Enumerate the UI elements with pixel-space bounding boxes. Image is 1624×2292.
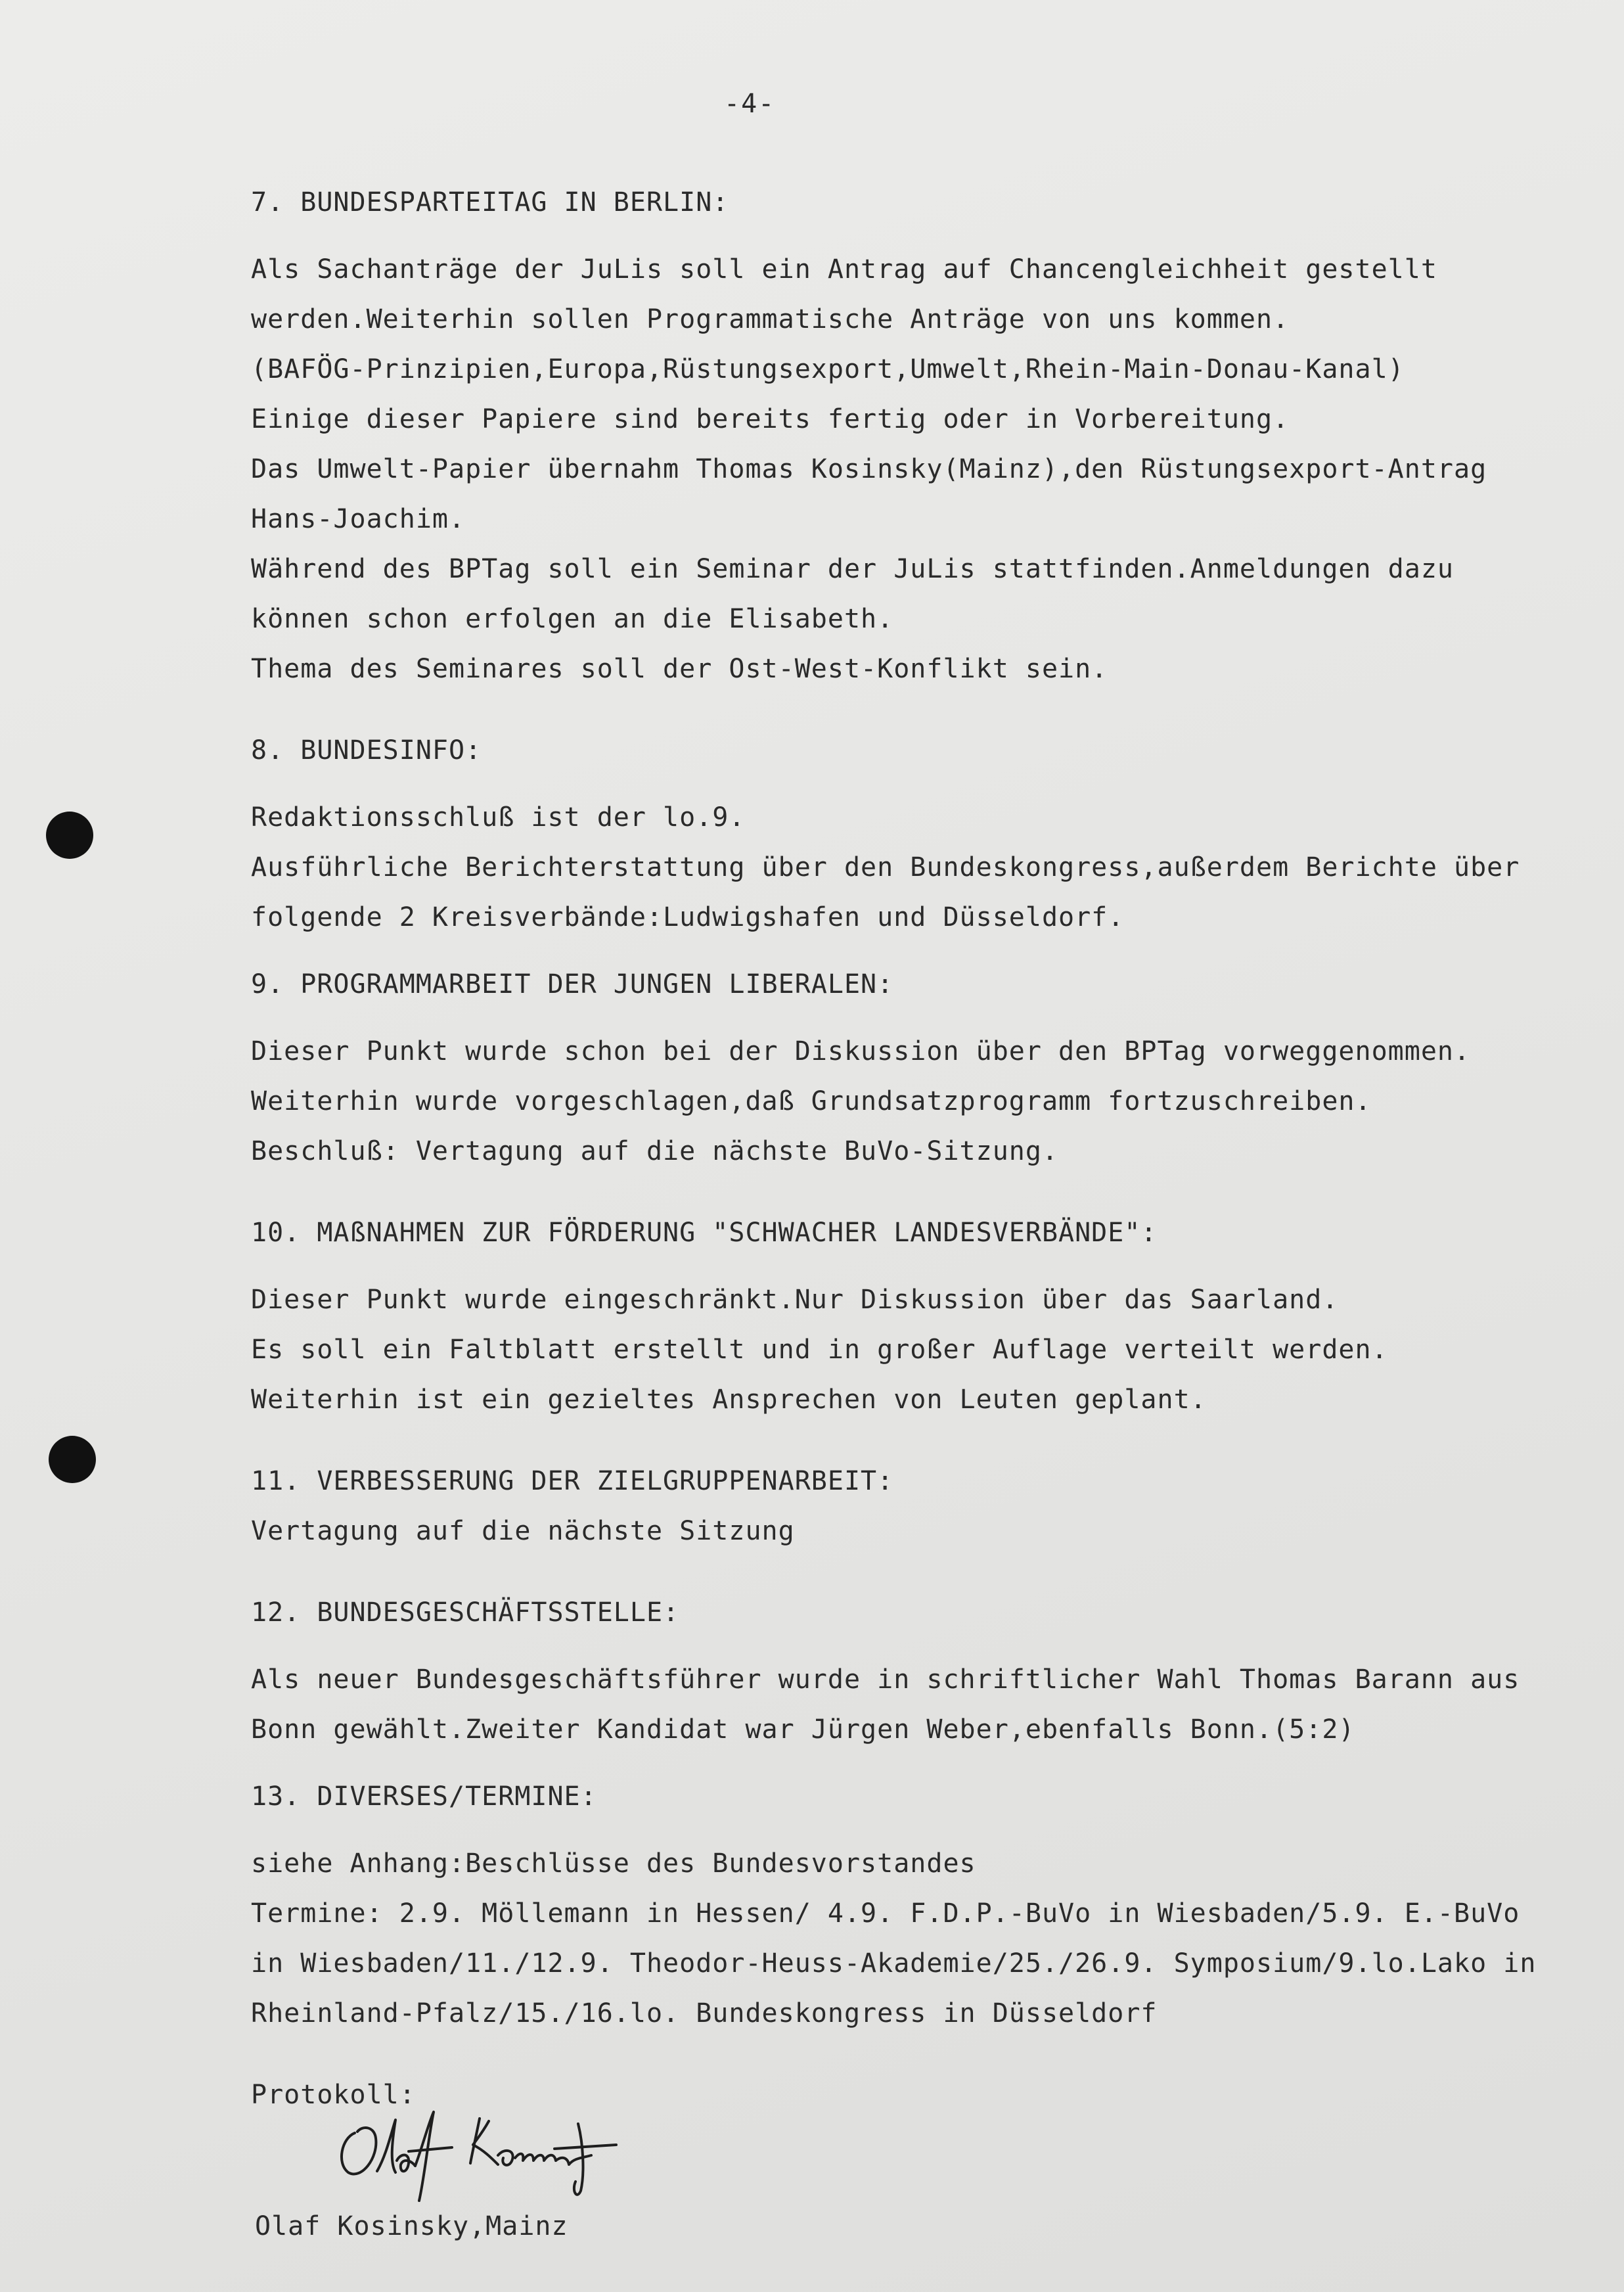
text-line: Als neuer Bundesgeschäftsführer wurde in schriftlicher Wahl Thomas Barann aus (251, 1664, 1520, 1695)
text-line: Weiterhin ist ein gezieltes Ansprechen von Leuten geplant. (251, 1385, 1207, 1415)
text-line: können schon erfolgen an die Elisabeth. (251, 604, 894, 634)
punch-hole-icon (49, 1436, 96, 1483)
text-line: Beschluß: Vertagung auf die nächste BuVo-Sitzung. (251, 1136, 1059, 1166)
section-12 (251, 1588, 1539, 1754)
text-line: siehe Anhang:Beschlüsse des Bundesvorstandes (251, 1848, 976, 1879)
text-line: Bonn gewählt.Zweiter Kandidat war Jürgen Weber,ebenfalls Bonn.(5:2) (251, 1714, 1355, 1745)
text-line: Redaktionsschluß ist der lo.9. (251, 802, 746, 833)
text-line: Das Umwelt-Papier übernahm Thomas Kosinsky(Mainz),den Rüstungsexport-Antrag (251, 454, 1487, 484)
section-9 (251, 959, 1539, 1176)
text-line: Termine: 2.9. Möllemann in Hessen/ 4.9. F.D.P.-BuVo in Wiesbaden/5.9. E.-BuVo (251, 1898, 1520, 1929)
section-heading: 10. MAßNAHMEN ZUR FÖRDERUNG "SCHWACHER LANDESVERBÄNDE": (251, 1218, 1158, 1248)
text-line: Vertagung auf die nächste Sitzung (251, 1516, 795, 1546)
section-13 (251, 1772, 1539, 2038)
section-8 (251, 725, 1539, 942)
protocol-label: Protokoll: (251, 2080, 416, 2110)
section-heading: 12. BUNDESGESCHÄFTSSTELLE: (251, 1597, 680, 1628)
section-heading: 13. DIVERSES/TERMINE: (251, 1781, 597, 1812)
text-line: Während des BPTag soll ein Seminar der JuLis stattfinden.Anmeldungen dazu (251, 554, 1454, 584)
section-heading: 8. BUNDESINFO: (251, 735, 482, 766)
text-line: Dieser Punkt wurde schon bei der Diskussion über den BPTag vorweggenommen. (251, 1036, 1471, 1066)
text-line: in Wiesbaden/11./12.9. Theodor-Heuss-Akademie/25./26.9. Symposium/9.lo.Lako in (251, 1948, 1537, 1979)
handwritten-signature (323, 2092, 665, 2204)
text-line: Thema des Seminares soll der Ost-West-Konflikt sein. (251, 654, 1108, 684)
text-line: Dieser Punkt wurde eingeschränkt.Nur Diskussion über das Saarland. (251, 1285, 1339, 1315)
text-line: werden.Weiterhin sollen Programmatische Anträge von uns kommen. (251, 304, 1290, 334)
text-line: Als Sachanträge der JuLis soll ein Antrag auf Chancengleichheit gestellt (251, 254, 1437, 285)
signatory-name: Olaf Kosinsky,Mainz (255, 2211, 568, 2241)
section-10 (251, 1208, 1539, 1425)
text-line: (BAFÖG-Prinzipien,Europa,Rüstungsexport,Umwelt,Rhein-Main-Donau-Kanal) (251, 354, 1405, 384)
text-line: Einige dieser Papiere sind bereits fertig oder in Vorbereitung. (251, 404, 1290, 434)
text-line: Hans-Joachim. (251, 504, 466, 534)
text-line: Rheinland-Pfalz/15./16.lo. Bundeskongress in Düsseldorf (251, 1998, 1158, 2028)
punch-hole-icon (46, 812, 93, 859)
section-11 (251, 1456, 1539, 1556)
section-heading: 7. BUNDESPARTEITAG IN BERLIN: (251, 187, 729, 218)
page-number: -4- (724, 89, 776, 119)
document-body (251, 177, 1539, 2241)
text-line: folgende 2 Kreisverbände:Ludwigshafen und Düsseldorf. (251, 902, 1125, 932)
section-heading: 9. PROGRAMMARBEIT DER JUNGEN LIBERALEN: (251, 969, 894, 999)
section-heading: 11. VERBESSERUNG DER ZIELGRUPPENARBEIT: (251, 1466, 894, 1496)
text-line: Es soll ein Faltblatt erstellt und in großer Auflage verteilt werden. (251, 1335, 1388, 1365)
section-7 (251, 177, 1539, 694)
text-line: Weiterhin wurde vorgeschlagen,daß Grundsatzprogramm fortzuschreiben. (251, 1086, 1372, 1116)
text-line: Ausführliche Berichterstattung über den Bundeskongress,außerdem Berichte über (251, 852, 1520, 882)
signature-block (251, 2070, 1539, 2241)
